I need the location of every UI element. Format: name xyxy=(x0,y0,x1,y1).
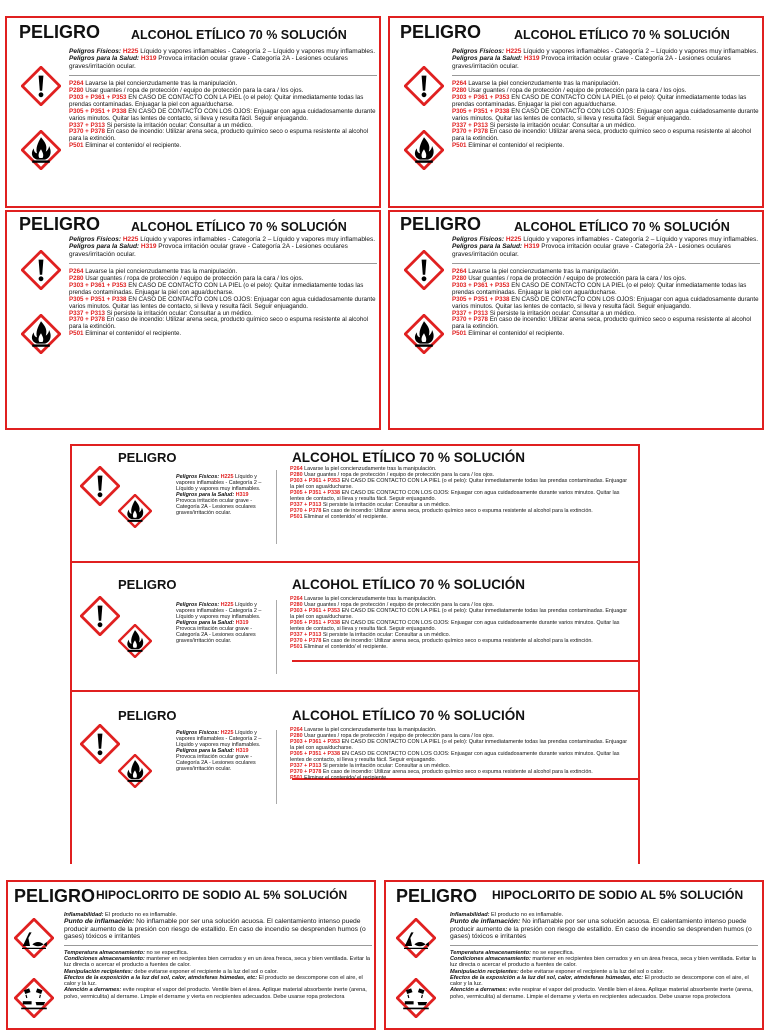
health-hazard-text: Provoca irritación ocular grave - Categoría 2A - Lesiones oculares graves/irritación ocular. xyxy=(69,55,348,70)
precaution-statement xyxy=(452,129,760,143)
flame-icon xyxy=(404,130,444,175)
signal-word: PELIGRO xyxy=(118,577,177,592)
precaution-text: Eliminar el contenido/ el recipiente. xyxy=(304,644,388,651)
hazard-code: H225 xyxy=(220,602,234,608)
precaution-text: EN CASO DE CONTACTO CON LOS OJOS: Enjuagar con agua cuidadosamente durante varios minutos. Quitar las lentes de contacto, si lleva y resulta fácil. Seguir enjuagando. xyxy=(452,295,759,310)
precaution-code: P501 xyxy=(69,142,84,150)
precaution-text: Eliminar el contenido/ el recipiente. xyxy=(304,775,388,782)
storage-line-text: no se especifica. xyxy=(146,949,189,956)
precaution-statement xyxy=(69,143,377,150)
precaution-code: P305 + P351 + P338 xyxy=(69,107,127,115)
precaution-text: Eliminar el contenido/ el recipiente. xyxy=(85,142,182,150)
storage-line-text: debe evitarse exponer el recipiente a la luz del sol o calor. xyxy=(134,968,278,975)
flammability-text: El producto no es inflamable. xyxy=(491,912,564,918)
precaution-text: Usar guantes / ropa de protección / equipo de protección para la cara / los ojos. xyxy=(85,86,304,94)
precaution-statement xyxy=(290,775,630,781)
physical-hazard xyxy=(69,48,377,55)
hazard-code: H225 xyxy=(122,48,139,55)
precaution-code: P303 + P361 + P353 xyxy=(452,281,510,289)
storage-line xyxy=(64,956,372,969)
health-hazard xyxy=(69,55,377,70)
storage-line-text: evite respirar el vapor del producto. Ventile bien el área. Aplique material absorbente inerte (arena, polvo, vermiculita) al derrame. Limpie el derrame y vierta en recipientes adecuados. Debe usarse ropa protectora xyxy=(450,987,753,1000)
precaution-code: P305 + P351 + P338 xyxy=(452,295,510,303)
product-title: HIPOCLORITO DE SODIO AL 5% SOLUCIÓN xyxy=(96,888,348,902)
physical-hazard-text: Líquido y vapores inflamables - Categoría 2 – Líquido y vapores muy inflamables. xyxy=(523,236,759,243)
hipoclorito-label-right xyxy=(384,880,764,1030)
physical-hazard-text: Líquido y vapores inflamables - Categoría 2 – Líquido y vapores muy inflamables. xyxy=(523,48,759,55)
storage-line-label: Efectos de la exposición a la luz del sol, calor, atmósferas húmedas, etc: xyxy=(64,974,258,981)
health-hazard-label: Peligros para la Salud: xyxy=(69,55,140,63)
precaution-text: EN CASO DE CONTACTO CON LA PIEL (o el pelo): Quitar inmediatamente todas las prendas contaminadas. Enjuagar la piel con agua/ducharse. xyxy=(290,739,627,752)
precaution-statements xyxy=(290,596,630,650)
health-hazard-text: Provoca irritación ocular grave - Categoría 2A - Lesiones oculares graves/irritación ocular. xyxy=(69,243,348,258)
precaution-code: P280 xyxy=(69,274,84,282)
storage-line-label: Manipulación recipientes: xyxy=(64,968,133,975)
divider xyxy=(276,600,277,674)
exclamation-mark-icon xyxy=(404,66,444,111)
precaution-text: Eliminar el contenido/ el recipiente. xyxy=(304,514,388,521)
physical-hazard-text: Líquido y vapores inflamables - Categoría 2 – Líquido y vapores muy inflamables. xyxy=(176,730,262,749)
health-hazard-label: Peligros para la Salud: xyxy=(176,748,235,755)
health-hazard-text: Provoca irritación ocular grave - Categoría 2A - Lesiones oculares graves/irritación ocular. xyxy=(176,754,256,773)
precaution-text: EN CASO DE CONTACTO CON LOS OJOS: Enjuagar con agua cuidadosamente durante varios minutos. Quitar las lentes de contacto, si lleva y resulta fácil. Seguir enjuagando. xyxy=(69,295,376,310)
physical-hazard-label: Peligros Físicos: xyxy=(176,602,220,608)
flame-icon xyxy=(118,754,152,793)
divider xyxy=(276,470,277,544)
divider xyxy=(276,730,277,804)
storage-line-text: mantener en recipientes bien cerrados y en un área fresca, seca y bien ventilada. Evitar la luz directa o acercar el producto a fuentes de calor. xyxy=(450,956,756,969)
precaution-statement xyxy=(290,490,630,502)
precaution-statement xyxy=(290,608,630,620)
exclamation-mark-icon xyxy=(80,596,120,641)
precaution-statement xyxy=(452,95,760,109)
precaution-code: P337 + P313 xyxy=(452,121,488,129)
precaution-code: P264 xyxy=(290,596,303,602)
flash-point-text: No inflamable por ser una solución acuosa. El calentamiento intenso puede producir aumento de la presión con riesgo de estallido. En caso de incendio se desprenden humos (o gases) tóxicos e irritantes xyxy=(450,918,752,941)
precaution-block xyxy=(69,269,377,338)
precaution-code: P280 xyxy=(290,733,303,740)
precaution-code: P370 + P378 xyxy=(452,128,488,136)
precaution-statement xyxy=(69,283,377,297)
precaution-statement xyxy=(69,317,377,331)
product-title: HIPOCLORITO DE SODIO AL 5% SOLUCIÓN xyxy=(492,888,744,902)
storage-line-text: El producto se descompone con el aire, el calor y la luz. xyxy=(64,974,363,988)
environment-icon xyxy=(14,918,54,963)
precaution-text: Lavarse la piel concienzudamente tras la manipulación. xyxy=(468,79,621,87)
flammability-label: Inflamabilidad: xyxy=(450,912,490,918)
hazard-block xyxy=(452,48,760,76)
precaution-code: P303 + P361 + P353 xyxy=(290,478,341,485)
precaution-statement xyxy=(452,143,760,150)
hazard-statements xyxy=(176,730,268,772)
precaution-code: P337 + P313 xyxy=(69,121,105,129)
precaution-code: P370 + P378 xyxy=(290,638,322,645)
signal-word: PELIGRO xyxy=(19,22,101,42)
precaution-text: EN CASO DE CONTACTO CON LOS OJOS: Enjuagar con agua cuidadosamente durante varios minutos. Quitar las lentes de contacto, si lleva y resulta fácil. Seguir enjuagando. xyxy=(290,751,620,764)
border-line xyxy=(70,444,640,446)
precaution-code: P501 xyxy=(290,775,303,782)
product-title: ALCOHOL ETÍLICO 70 % SOLUCIÓN xyxy=(514,220,730,234)
precaution-code: P264 xyxy=(290,466,303,472)
precaution-code: P370 + P378 xyxy=(290,769,322,776)
precaution-block xyxy=(452,81,760,150)
precaution-statements xyxy=(290,466,630,520)
storage-line xyxy=(64,975,372,988)
precaution-code: P370 + P378 xyxy=(69,316,105,324)
divider xyxy=(69,75,377,76)
flame-icon xyxy=(404,314,444,359)
health-hazard-label: Peligros para la Salud: xyxy=(176,620,235,627)
health-hazard-label: Peligros para la Salud: xyxy=(176,492,235,499)
precaution-code: P305 + P351 + P338 xyxy=(290,751,341,758)
storage-line-label: Efectos de la exposición a la luz del sol, calor, atmósferas húmedas, etc: xyxy=(450,974,644,981)
hazard-code: H225 xyxy=(505,48,522,55)
divider xyxy=(452,75,760,76)
physical-hazard-label: Peligros Físicos: xyxy=(452,48,505,55)
product-title: ALCOHOL ETÍLICO 70 % SOLUCIÓN xyxy=(131,220,347,234)
product-title: ALCOHOL ETÍLICO 70 % SOLUCIÓN xyxy=(131,28,347,42)
signal-word: PELIGRO xyxy=(400,22,482,42)
precaution-text: En caso de incendio: Utilizar arena seca, producto químico seco o espuma resistente al alcohol para la extinción. xyxy=(322,508,593,515)
hazard-block xyxy=(69,48,377,76)
divider xyxy=(452,263,760,264)
precaution-code: P264 xyxy=(69,79,84,87)
hazard-statements xyxy=(176,474,268,516)
flash-point-label: Punto de inflamación: xyxy=(64,918,135,926)
precaution-code: P337 + P313 xyxy=(290,502,322,509)
product-title: ALCOHOL ETÍLICO 70 % SOLUCIÓN xyxy=(292,708,526,723)
physical-hazard xyxy=(176,602,268,620)
hazard-text xyxy=(64,912,372,1000)
precaution-text: EN CASO DE CONTACTO CON LA PIEL (o el pelo): Quitar inmediatamente todas las prendas contaminadas. Enjuagar la piel con agua/ducharse. xyxy=(290,608,627,621)
precaution-statement xyxy=(290,478,630,490)
precaution-text: EN CASO DE CONTACTO CON LA PIEL (o el pelo): Quitar inmediatamente todas las prendas contaminadas. Enjuagar la piel con agua/ducharse. xyxy=(69,281,364,296)
precaution-text: En caso de incendio: Utilizar arena seca, producto químico seco o espuma resistente al alcohol para la extinción. xyxy=(322,769,593,776)
precaution-code: P337 + P313 xyxy=(69,309,105,317)
physical-hazard-label: Peligros Físicos: xyxy=(452,236,505,243)
signal-word: PELIGRO xyxy=(118,708,177,723)
divider xyxy=(64,945,372,946)
exclamation-mark-icon xyxy=(21,250,61,295)
flame-icon xyxy=(21,130,61,175)
physical-hazard-text: Líquido y vapores inflamables - Categoría 2 – Líquido y vapores muy inflamables. xyxy=(176,474,262,493)
signal-word: PELIGRO xyxy=(14,886,96,906)
hazard-code: H225 xyxy=(505,236,522,243)
storage-line xyxy=(450,956,758,969)
physical-hazard xyxy=(176,730,268,748)
precaution-text: EN CASO DE CONTACTO CON LA PIEL (o el pelo): Quitar inmediatamente todas las prendas contaminadas. Enjuagar la piel con agua/ducharse. xyxy=(290,478,627,491)
precaution-code: P280 xyxy=(290,602,303,609)
storage-line xyxy=(450,975,758,988)
signal-word: PELIGRO xyxy=(396,886,478,906)
precaution-code: P280 xyxy=(452,86,467,94)
flammability-label: Inflamabilidad: xyxy=(64,912,104,918)
storage-line xyxy=(450,987,758,1000)
alcohol-label-top-right xyxy=(388,16,764,208)
precaution-statement xyxy=(452,109,760,123)
precaution-text: Eliminar el contenido/ el recipiente. xyxy=(468,142,565,150)
precaution-statement xyxy=(290,644,630,650)
hazard-code: H319 xyxy=(235,492,249,499)
alcohol-label-top-left xyxy=(5,16,381,208)
divider xyxy=(69,263,377,264)
exclamation-mark-icon xyxy=(80,466,120,511)
hazard-block xyxy=(69,236,377,264)
precaution-text: Si persiste la irritación ocular: Consultar a un médico. xyxy=(322,502,451,509)
precaution-statement xyxy=(452,283,760,297)
precaution-code: P303 + P361 + P353 xyxy=(290,739,341,746)
border-line xyxy=(292,660,640,662)
hipoclorito-label-left xyxy=(6,880,376,1030)
precaution-statement xyxy=(452,297,760,311)
precaution-text: EN CASO DE CONTACTO CON LA PIEL (o el pelo): Quitar inmediatamente todas las prendas contaminadas. Enjuagar la piel con agua/ducharse. xyxy=(452,93,747,108)
precaution-code: P280 xyxy=(290,472,303,479)
physical-hazard xyxy=(69,236,377,243)
precaution-text: Usar guantes / ropa de protección / equipo de protección para la cara / los ojos. xyxy=(304,602,495,609)
precaution-code: P280 xyxy=(452,274,467,282)
precaution-statement xyxy=(290,751,630,763)
health-hazard-text: Provoca irritación ocular grave - Categoría 2A - Lesiones oculares graves/irritación ocular. xyxy=(176,626,256,645)
precaution-statement xyxy=(69,129,377,143)
flammability-text: El producto no es inflamable. xyxy=(105,912,178,918)
physical-hazard xyxy=(452,48,760,55)
physical-hazard xyxy=(452,236,760,243)
precaution-text: Lavarse la piel concienzudamente tras la manipulación. xyxy=(304,727,437,733)
storage-line-text: no se especifica. xyxy=(532,949,575,956)
hazard-code: H319 xyxy=(523,55,540,63)
hazard-code: H225 xyxy=(122,236,139,243)
border-line xyxy=(70,561,640,563)
physical-hazard-label: Peligros Físicos: xyxy=(176,474,220,480)
flame-icon xyxy=(118,624,152,663)
precaution-statement xyxy=(290,620,630,632)
precaution-code: P264 xyxy=(290,727,303,733)
hazard-code: H319 xyxy=(523,243,540,251)
flash-point xyxy=(64,918,372,941)
precaution-code: P337 + P313 xyxy=(290,763,322,770)
precaution-code: P370 + P378 xyxy=(290,508,322,515)
precaution-text: Si persiste la irritación ocular: Consultar a un médico. xyxy=(489,309,636,317)
storage-line-label: Atención a derrames: xyxy=(450,987,508,994)
exclamation-mark-icon xyxy=(80,724,120,769)
physical-hazard-label: Peligros Físicos: xyxy=(69,48,122,55)
precaution-code: P264 xyxy=(69,267,84,275)
precaution-text: Si persiste la irritación ocular: Consultar a un médico. xyxy=(106,121,253,129)
precaution-text: Lavarse la piel concienzudamente tras la manipulación. xyxy=(85,267,238,275)
hazard-code: H319 xyxy=(140,243,157,251)
precaution-code: P303 + P361 + P353 xyxy=(452,93,510,101)
hazard-text xyxy=(69,48,377,150)
physical-hazard-text: Líquido y vapores inflamables - Categoría 2 – Líquido y vapores muy inflamables. xyxy=(176,602,262,621)
precaution-code: P370 + P378 xyxy=(452,316,488,324)
health-hazard-label: Peligros para la Salud: xyxy=(452,243,523,251)
flash-point xyxy=(450,918,758,941)
precaution-code: P501 xyxy=(452,330,467,338)
health-hazard xyxy=(176,748,268,772)
hazard-text xyxy=(69,236,377,338)
precaution-text: Usar guantes / ropa de protección / equipo de protección para la cara / los ojos. xyxy=(85,274,304,282)
precaution-code: P264 xyxy=(452,267,467,275)
precaution-code: P303 + P361 + P353 xyxy=(290,608,341,615)
physical-hazard-text: Líquido y vapores inflamables - Categoría 2 – Líquido y vapores muy inflamables. xyxy=(140,48,376,55)
precaution-text: Usar guantes / ropa de protección / equipo de protección para la cara / los ojos. xyxy=(468,86,687,94)
precaution-statements xyxy=(290,727,630,781)
precaution-text: Lavarse la piel concienzudamente tras la manipulación. xyxy=(85,79,238,87)
precaution-text: EN CASO DE CONTACTO CON LOS OJOS: Enjuagar con agua cuidadosamente durante varios minutos. Quitar las lentes de contacto, si lleva y resulta fácil. Seguir enjuagando. xyxy=(290,490,620,503)
signal-word: PELIGRO xyxy=(400,214,482,234)
storage-line-label: Condiciones almacenamiento: xyxy=(450,956,531,963)
product-title: ALCOHOL ETÍLICO 70 % SOLUCIÓN xyxy=(292,450,526,465)
precaution-code: P303 + P361 + P353 xyxy=(69,281,127,289)
hazard-code: H225 xyxy=(220,474,234,480)
border-line xyxy=(70,444,72,864)
health-hazard-text: Provoca irritación ocular grave - Categoría 2A - Lesiones oculares graves/irritación ocular. xyxy=(176,498,256,517)
precaution-text: En caso de incendio: Utilizar arena seca, producto químico seco o espuma resistente al alcohol para la extinción. xyxy=(452,316,752,331)
corrosion-icon xyxy=(14,978,54,1023)
hazard-code: H319 xyxy=(140,55,157,63)
precaution-text: Lavarse la piel concienzudamente tras la manipulación. xyxy=(304,466,437,472)
storage-line xyxy=(64,987,372,1000)
border-line xyxy=(70,690,640,692)
flash-point-label: Punto de inflamación: xyxy=(450,918,521,926)
precaution-code: P305 + P351 + P338 xyxy=(452,107,510,115)
health-hazard xyxy=(452,55,760,70)
precaution-statement xyxy=(290,514,630,520)
signal-word: PELIGRO xyxy=(118,450,177,465)
physical-hazard-text: Líquido y vapores inflamables - Categoría 2 – Líquido y vapores muy inflamables. xyxy=(140,236,376,243)
alcohol-label-mid-right xyxy=(388,210,764,430)
precaution-code: P501 xyxy=(452,142,467,150)
alcohol-label-mid-left xyxy=(5,210,381,430)
precaution-block xyxy=(452,269,760,338)
hazard-text xyxy=(452,48,760,150)
flash-point-text: No inflamable por ser una solución acuosa. El calentamiento intenso puede producir aumento de la presión con riesgo de estallido. En caso de incendio se desprenden humos (o gases) tóxicos e irritantes xyxy=(64,918,366,941)
precaution-text: Lavarse la piel concienzudamente tras la manipulación. xyxy=(304,596,437,602)
precaution-text: En caso de incendio: Utilizar arena seca, producto químico seco o espuma resistente al alcohol para la extinción. xyxy=(69,128,369,143)
precaution-text: Usar guantes / ropa de protección / equipo de protección para la cara / los ojos. xyxy=(304,733,495,740)
precaution-text: EN CASO DE CONTACTO CON LA PIEL (o el pelo): Quitar inmediatamente todas las prendas contaminadas. Enjuagar la piel con agua/ducharse. xyxy=(69,93,364,108)
precaution-statement xyxy=(69,297,377,311)
health-hazard xyxy=(176,492,268,516)
precaution-statement xyxy=(290,739,630,751)
physical-hazard-label: Peligros Físicos: xyxy=(176,730,220,736)
product-title: ALCOHOL ETÍLICO 70 % SOLUCIÓN xyxy=(514,28,730,42)
hazard-text xyxy=(452,236,760,338)
precaution-text: Usar guantes / ropa de protección / equipo de protección para la cara / los ojos. xyxy=(468,274,687,282)
precaution-code: P305 + P351 + P338 xyxy=(290,620,341,627)
precaution-text: Si persiste la irritación ocular: Consultar a un médico. xyxy=(322,763,451,770)
precaution-code: P337 + P313 xyxy=(452,309,488,317)
precaution-text: Si persiste la irritación ocular: Consultar a un médico. xyxy=(106,309,253,317)
storage-line-label: Condiciones almacenamiento: xyxy=(64,956,145,963)
precaution-code: P264 xyxy=(452,79,467,87)
health-hazard-label: Peligros para la Salud: xyxy=(69,243,140,251)
exclamation-mark-icon xyxy=(21,66,61,111)
precaution-text: EN CASO DE CONTACTO CON LA PIEL (o el pelo): Quitar inmediatamente todas las prendas contaminadas. Enjuagar la piel con agua/ducharse. xyxy=(452,281,747,296)
precaution-statement xyxy=(69,95,377,109)
health-hazard xyxy=(452,243,760,258)
precaution-code: P280 xyxy=(69,86,84,94)
precaution-text: En caso de incendio: Utilizar arena seca, producto químico seco o espuma resistente al alcohol para la extinción. xyxy=(322,638,593,645)
border-line xyxy=(638,444,640,864)
hazard-code: H319 xyxy=(235,748,249,755)
exclamation-mark-icon xyxy=(404,250,444,295)
flame-icon xyxy=(118,494,152,533)
precaution-text: Eliminar el contenido/ el recipiente. xyxy=(85,330,182,338)
storage-line-label: Temperatura almacenamiento: xyxy=(64,949,145,956)
physical-hazard xyxy=(176,474,268,492)
precaution-text: Si persiste la irritación ocular: Consultar a un médico. xyxy=(322,632,451,639)
precaution-text: EN CASO DE CONTACTO CON LOS OJOS: Enjuagar con agua cuidadosamente durante varios minutos. Quitar las lentes de contacto, si lleva y resulta fácil. Seguir enjuagando. xyxy=(69,107,376,122)
precaution-statement xyxy=(452,331,760,338)
precaution-code: P501 xyxy=(290,514,303,521)
hazard-text xyxy=(450,912,758,1000)
precaution-code: P501 xyxy=(69,330,84,338)
storage-line-label: Manipulación recipientes: xyxy=(450,968,519,975)
precaution-statement xyxy=(452,317,760,331)
precaution-statement xyxy=(69,331,377,338)
precaution-code: P303 + P361 + P353 xyxy=(69,93,127,101)
health-hazard-text: Provoca irritación ocular grave - Categoría 2A - Lesiones oculares graves/irritación ocular. xyxy=(452,243,731,258)
storage-line-text: evite respirar el vapor del producto. Ventile bien el área. Aplique material absorbente inerte (arena, polvo, vermiculita) al derrame. Limpie el derrame y vierta en recipientes adecuados. Debe usarse ropa protectora xyxy=(64,987,367,1000)
precaution-code: P337 + P313 xyxy=(290,632,322,639)
precaution-code: P305 + P351 + P338 xyxy=(69,295,127,303)
flame-icon xyxy=(21,314,61,359)
health-hazard-text: Provoca irritación ocular grave - Categoría 2A - Lesiones oculares graves/irritación ocular. xyxy=(452,55,731,70)
precaution-code: P501 xyxy=(290,644,303,651)
precaution-text: Usar guantes / ropa de protección / equipo de protección para la cara / los ojos. xyxy=(304,472,495,479)
precaution-text: Si persiste la irritación ocular: Consultar a un médico. xyxy=(489,121,636,129)
storage-line-text: debe evitarse exponer el recipiente a la luz del sol o calor. xyxy=(520,968,664,975)
hazard-statements xyxy=(176,602,268,644)
precaution-text: En caso de incendio: Utilizar arena seca, producto químico seco o espuma resistente al alcohol para la extinción. xyxy=(69,316,369,331)
environment-icon xyxy=(396,918,436,963)
physical-hazard-label: Peligros Físicos: xyxy=(69,236,122,243)
health-hazard-label: Peligros para la Salud: xyxy=(452,55,523,63)
precaution-code: P305 + P351 + P338 xyxy=(290,490,341,497)
precaution-text: EN CASO DE CONTACTO CON LOS OJOS: Enjuagar con agua cuidadosamente durante varios minutos. Quitar las lentes de contacto, si lleva y resulta fácil. Seguir enjuagando. xyxy=(290,620,620,633)
corrosion-icon xyxy=(396,978,436,1023)
product-title: ALCOHOL ETÍLICO 70 % SOLUCIÓN xyxy=(292,577,526,592)
signal-word: PELIGRO xyxy=(19,214,101,234)
hazard-code: H225 xyxy=(220,730,234,736)
health-hazard xyxy=(69,243,377,258)
precaution-text: Eliminar el contenido/ el recipiente. xyxy=(468,330,565,338)
precaution-statement xyxy=(69,109,377,123)
precaution-text: EN CASO DE CONTACTO CON LOS OJOS: Enjuagar con agua cuidadosamente durante varios minutos. Quitar las lentes de contacto, si lleva y resulta fácil. Seguir enjuagando. xyxy=(452,107,759,122)
precaution-text: Lavarse la piel concienzudamente tras la manipulación. xyxy=(468,267,621,275)
precaution-block xyxy=(69,81,377,150)
storage-line-text: mantener en recipientes bien cerrados y en un área fresca, seca y bien ventilada. Evitar la luz directa o acercar el producto a fuentes de calor. xyxy=(64,956,370,969)
storage-line-text: El producto se descompone con el aire, el calor y la luz. xyxy=(450,974,749,988)
precaution-text: En caso de incendio: Utilizar arena seca, producto químico seco o espuma resistente al alcohol para la extinción. xyxy=(452,128,752,143)
precaution-code: P370 + P378 xyxy=(69,128,105,136)
storage-line-label: Temperatura almacenamiento: xyxy=(450,949,531,956)
hazard-block xyxy=(452,236,760,264)
storage-line-label: Atención a derrames: xyxy=(64,987,122,994)
hazard-code: H319 xyxy=(235,620,249,627)
health-hazard xyxy=(176,620,268,644)
divider xyxy=(450,945,758,946)
